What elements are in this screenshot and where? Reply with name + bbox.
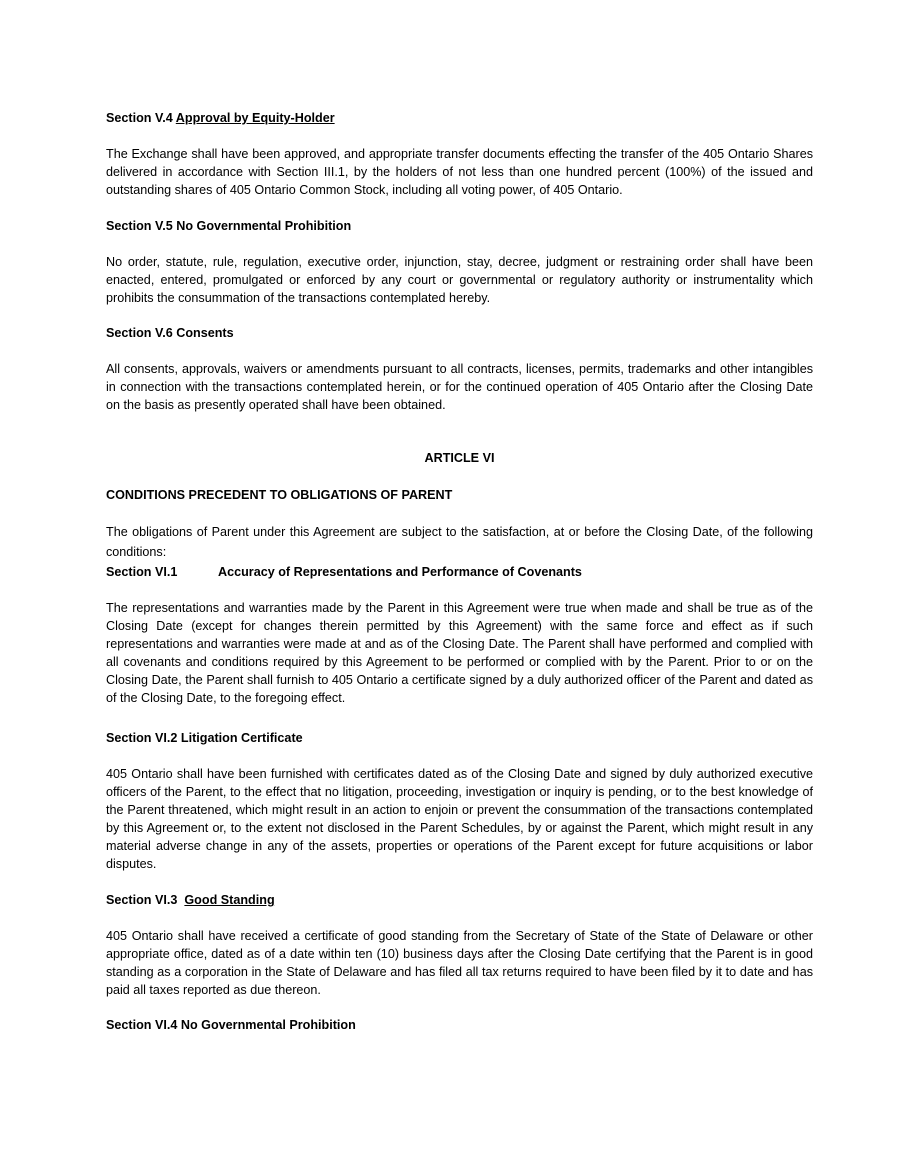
- section-vi3-body: 405 Ontario shall have received a certificate of good standing from the Secretary of State of the State of Delaware or other appropriate office, dated as of a date within ten (10) business days after the Closing Date certifying that the Parent is in good standing as a corporation in the State of Delaware and has filed all tax returns required to have been filed by it to date and has paid all taxes reported as due thereon.: [106, 929, 813, 997]
- section-vi1-heading: [106, 563, 813, 581]
- section-vi2-heading: Section VI.2 Litigation Certificate: [106, 731, 303, 745]
- section-v4-number: Section V.4: [106, 111, 173, 125]
- section-v5-heading: Section V.5 No Governmental Prohibition: [106, 219, 352, 233]
- section-vi3-title: Good Standing: [184, 893, 275, 907]
- section-v6-heading: Section V.6 Consents: [106, 326, 234, 340]
- section-vi4-heading: Section VI.4 No Governmental Prohibition: [106, 1018, 356, 1032]
- section-vi1-body: The representations and warranties made by the Parent in this Agreement were true when made and shall be true as of the Closing Date (except for changes therein permitted by this Agreement) with the same force and effect as if such representations and warranties were made at and as of the Closing Date. The Parent shall have performed and complied with all covenants and conditions required by this Agreement to be performed or complied with by the Parent. Prior to or on the Closing Date, the Parent shall furnish to 405 Ontario a certificate signed by a duly authorized officer of the Parent and dated as of the Closing Date, to the foregoing effect.: [106, 601, 813, 705]
- article-title: ARTICLE VI: [424, 451, 495, 465]
- section-v4-heading: [106, 109, 813, 127]
- section-v6-body: All consents, approvals, waivers or amendments pursuant to all contracts, licenses, permits, trademarks and other intangibles in connection with the transactions contemplated herein, or for the continued operation of 405 Ontario after the Closing Date on the basis as presently operated shall have been obtained.: [106, 362, 813, 412]
- section-v4-title: Approval by Equity-Holder: [175, 111, 335, 125]
- article-intro: The obligations of Parent under this Agreement are subject to the satisfaction, at or before the Closing Date, of the following conditions:: [106, 525, 813, 559]
- section-vi1-number: Section VI.1: [106, 565, 178, 579]
- section-vi3-heading: [106, 891, 813, 909]
- article-subtitle: CONDITIONS PRECEDENT TO OBLIGATIONS OF PARENT: [106, 488, 453, 502]
- section-v4-body: The Exchange shall have been approved, and appropriate transfer documents effecting the transfer of the 405 Ontario Shares delivered in accordance with Section III.1, by the holders of not less than one hundred percent (100%) of the issued and outstanding shares of 405 Ontario Common Stock, including all voting power, of 405 Ontario.: [106, 147, 813, 197]
- section-vi1-title: Accuracy of Representations and Performance of Covenants: [218, 565, 582, 579]
- section-vi2-body: 405 Ontario shall have been furnished with certificates dated as of the Closing Date and signed by duly authorized executive officers of the Parent, to the effect that no litigation, proceeding, investigation or inquiry is pending, or to the best knowledge of the Parent threatened, which might result in an action to enjoin or prevent the consummation of the transactions contemplated by this Agreement or, to the extent not disclosed in the Parent Schedules, by or against the Parent, which might result in any material adverse change in any of the assets, properties or operations of the Parent except for future acquisitions or labor disputes.: [106, 767, 813, 871]
- section-vi3-number: Section VI.3: [106, 893, 178, 907]
- section-v5-body: No order, statute, rule, regulation, executive order, injunction, stay, decree, judgment or restraining order shall have been enacted, entered, promulgated or enforced by any court or governmental or regulatory authority or instrumentality which prohibits the consummation of the transactions contemplated hereby.: [106, 255, 813, 305]
